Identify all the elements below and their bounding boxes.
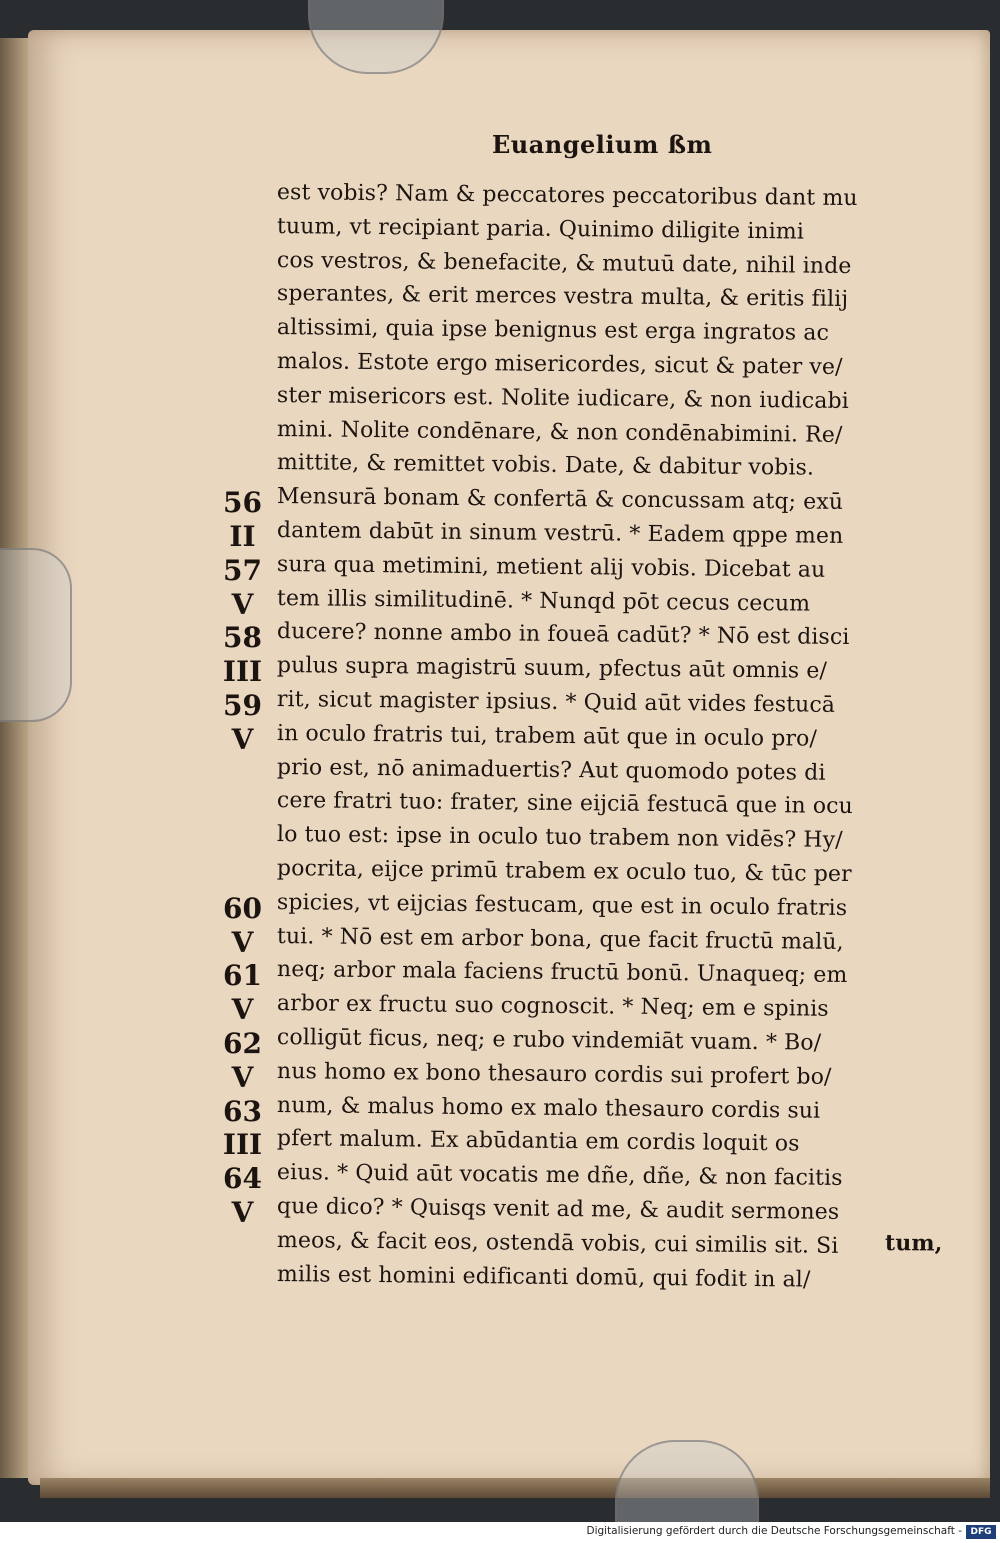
text-line [215, 619, 960, 653]
line-text: Mensurā bonam & confertā & concussam atq; exū [276, 484, 844, 516]
text-line [215, 755, 960, 789]
margin-number: III [222, 1128, 263, 1162]
line-text: in oculo fratris tui, trabem aūt que in oculo pro/ [276, 720, 818, 752]
line-text: prio est, nō animaduertis? Aut quomodo potes di [276, 754, 826, 786]
margin-number: 61 [223, 959, 262, 993]
line-text: malos. Estote ergo misericordes, sicut & pater ve/ [276, 348, 843, 380]
line-text: pfert malum. Ex abūdantia em cordis loquit os [276, 1126, 800, 1157]
text-line [215, 1025, 960, 1059]
text-line [215, 180, 960, 214]
text-line [215, 417, 960, 451]
text-line [215, 1194, 960, 1228]
text-line [215, 518, 960, 552]
margin-number: 63 [223, 1094, 262, 1128]
text-line [215, 1262, 960, 1296]
text-line [215, 687, 960, 721]
text-line [215, 484, 960, 518]
text-line [215, 1093, 960, 1127]
line-text: mini. Nolite condēnare, & non condēnabimini. Re/ [276, 416, 843, 448]
line-text: pocrita, eijce primū trabem ex oculo tuo, & tūc per [276, 855, 852, 887]
text-block [215, 180, 960, 1295]
line-text: altissimi, quia ipse benignus est erga ingratos ac [276, 315, 830, 346]
text-line [215, 1126, 960, 1160]
line-text: arbor ex fructu suo cognoscit. * Neq; em e spinis [276, 991, 829, 1022]
page-clip-left [0, 548, 72, 722]
text-line [215, 856, 960, 890]
text-line [215, 991, 960, 1025]
text-line [215, 822, 960, 856]
margin-number: 58 [223, 621, 262, 655]
line-text: rit, sicut magister ipsius. * Quid aūt vides festucā [276, 686, 836, 718]
line-text: pulus supra magistrū suum, pfectus aūt omnis e/ [276, 653, 828, 684]
line-text: est vobis? Nam & peccatores peccatoribus dant mu [276, 180, 858, 212]
line-text: lo tuo est: ipse in oculo tuo trabem non vidēs? Hy/ [276, 822, 843, 854]
line-text: dantem dabūt in sinum vestrū. * Eadem qppe men [276, 517, 844, 549]
line-text: eius. * Quid aūt vocatis me dñe, dñe, & non facitis [276, 1160, 843, 1192]
margin-number: 62 [223, 1026, 262, 1060]
line-text: cere fratri tuo: frater, sine eijciā festucā que in ocu [276, 788, 853, 820]
text-line [215, 653, 960, 687]
text-line [215, 349, 960, 383]
margin-number: V [231, 1060, 254, 1094]
text-line [215, 1228, 960, 1262]
text-line [215, 1160, 960, 1194]
line-text: spicies, vt eijcias festucam, que est in oculo fratris [276, 889, 848, 921]
line-text: mittite, & remittet vobis. Date, & dabitur vobis. [276, 450, 815, 481]
margin-number: V [231, 722, 254, 756]
margin-number: 60 [223, 891, 262, 925]
line-text: ducere? nonne ambo in foueā cadūt? * Nō est disci [276, 619, 850, 651]
line-text: cos vestros, & benefacite, & mutuū date, nihil inde [276, 247, 852, 279]
line-text: num, & malus homo ex malo thesauro cordis sui [276, 1092, 821, 1124]
margin-number: V [231, 925, 254, 959]
text-line [215, 383, 960, 417]
text-line [215, 281, 960, 315]
line-text: milis est homini edificanti domū, qui fodit in al/ [276, 1261, 811, 1293]
text-line [215, 552, 960, 586]
footer-bar [0, 1522, 1000, 1543]
text-line [215, 957, 960, 991]
margin-number: 56 [223, 486, 262, 520]
text-line [215, 788, 960, 822]
line-text: neq; arbor mala faciens fructū bonū. Unaqueq; em [276, 957, 848, 989]
line-text: sura qua metimini, metient alij vobis. Dicebat au [276, 551, 826, 583]
line-text: nus homo ex bono thesauro cordis sui profert bo/ [276, 1058, 832, 1090]
book-edge-bottom [40, 1478, 990, 1498]
line-text: tem illis similitudinē. * Nunqd pōt cecus cecum [276, 585, 811, 617]
line-text: sperantes, & erit merces vestra multa, & eritis filij [276, 281, 849, 313]
margin-number: II [229, 519, 256, 553]
text-line [215, 586, 960, 620]
line-text: que dico? * Quisqs venit ad me, & audit sermones [276, 1193, 840, 1225]
dfg-logo: DFG [966, 1525, 996, 1539]
line-text: tuum, vt recipiant paria. Quinimo diligite inimi [276, 213, 805, 245]
text-line [215, 1059, 960, 1093]
line-text: meos, & facit eos, ostendā vobis, cui similis sit. Si [276, 1227, 839, 1259]
text-line [215, 450, 960, 484]
line-text: colligūt ficus, neq; e rubo vindemiāt vuam. * Bo/ [276, 1024, 822, 1056]
text-line [215, 315, 960, 349]
margin-number: III [222, 655, 263, 689]
text-line [215, 924, 960, 958]
margin-number: V [231, 1195, 254, 1229]
margin-number: 57 [223, 553, 262, 587]
text-line [215, 214, 960, 248]
text-line [215, 248, 960, 282]
text-line [215, 890, 960, 924]
margin-number: 64 [223, 1162, 262, 1196]
margin-number: 59 [223, 688, 262, 722]
margin-number: V [231, 587, 254, 621]
running-head: Euangelium ßm [492, 130, 713, 159]
funding-caption: Digitalisierung gefördert durch die Deutsche Forschungsgemeinschaft - [586, 1525, 962, 1537]
margin-number: V [231, 993, 254, 1027]
line-text: ster misericors est. Nolite iudicare, & non iudicabi [276, 382, 849, 414]
text-line [215, 721, 960, 755]
line-text: tui. * Nō est em arbor bona, que facit fructū malū, [276, 923, 844, 955]
